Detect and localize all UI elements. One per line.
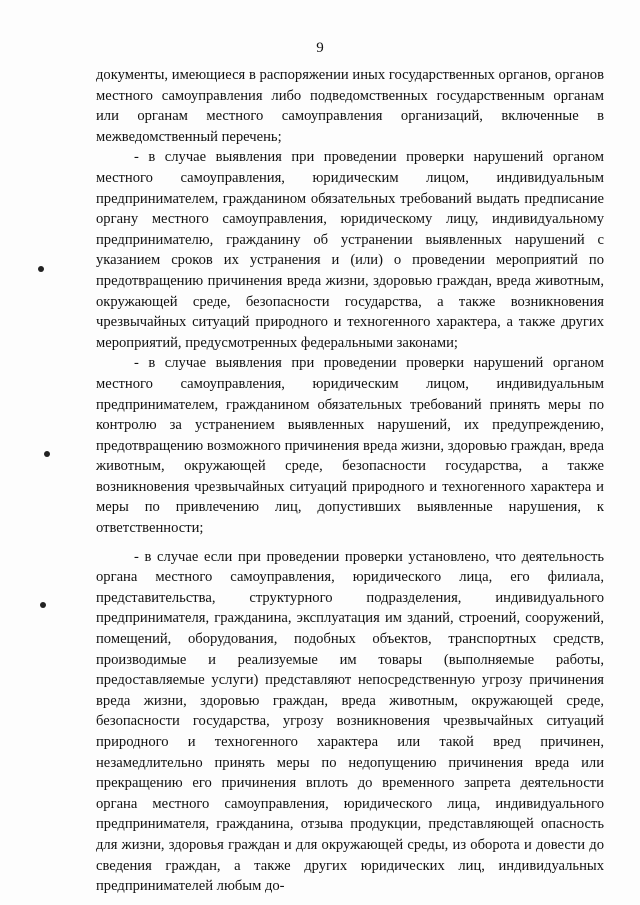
page-number: 9 [316, 40, 324, 56]
punch-hole-mark [38, 266, 44, 272]
paragraph-2: - в случае выявления при проведении проверки нарушений органом местного самоуправления, юридическим лицом, индивидуальным предпринимателем, гражданином обязательных требований выдать предписание органу местного самоуправления, юридическому лицу, индивидуальному предпринимателю, гражданину об устранении выявленных нарушений с указанием сроков их устранения и (или) о проведении мероприятий по предотвращению причинения вреда жизни, здоровью граждан, вреда животным, окружающей среде, безопасности государства, а также возникновения чрезвычайных ситуаций природного и техногенного характера, а также других мероприятий, предусмотренных федеральными законами; [96, 149, 604, 351]
punch-hole-mark [40, 602, 46, 608]
punch-hole-mark [44, 451, 50, 457]
paragraph-3: - в случае выявления при проведении проверки нарушений органом местного самоуправления, юридическим лицом, индивидуальным предпринимателем, гражданином обязательных требований принять меры по контролю за устранением выявленных нарушений, их предупреждению, предотвращению возможного причинения вреда жизни, здоровью граждан, вреда животным, окружающей среде, безопасности государства, а также возникновения чрезвычайных ситуаций природного и техногенного характера и меры по привлечению лиц, допустивших выявленные нарушения, к ответственности; [96, 355, 604, 537]
paragraph-4: - в случае если при проведении проверки установлено, что деятельность органа местного самоуправления, юридического лица, его филиала, представительства, структурного подразделения, индивидуального предпринимателя, гражданина, эксплуатация им зданий, строений, сооружений, помещений, оборудования, подобных объектов, транспортных средств, производимые и реализуемые им товары (выполняемые работы, предоставляемые услуги) представляют непосредственную угрозу причинения вреда жизни, здоровью граждан, вреда животным, окружающей среде, безопасности государства, угрозу возникновения чрезвычайных ситуаций природного и техногенного характера или такой вред причинен, незамедлительно принять меры по недопущению причинения вреда или прекращению его причинения вплоть до временного запрета деятельности органа местного самоуправления, юридического лица, индивидуального предпринимателя, гражданина, отзыва продукции, представляющей опасность для жизни, здоровья граждан и для окружающей среды, из оборота и довести до сведения граждан, а также других юридических лиц, индивидуальных предпринимателей любым до- [96, 548, 604, 895]
paragraph-1: документы, имеющиеся в распоряжении иных государственных органов, органов местного самоуправления либо подведомственных государственным органам или органам местного самоуправления организаций, включенные в межведомственный перечень; [96, 67, 604, 145]
document-body [96, 65, 604, 897]
